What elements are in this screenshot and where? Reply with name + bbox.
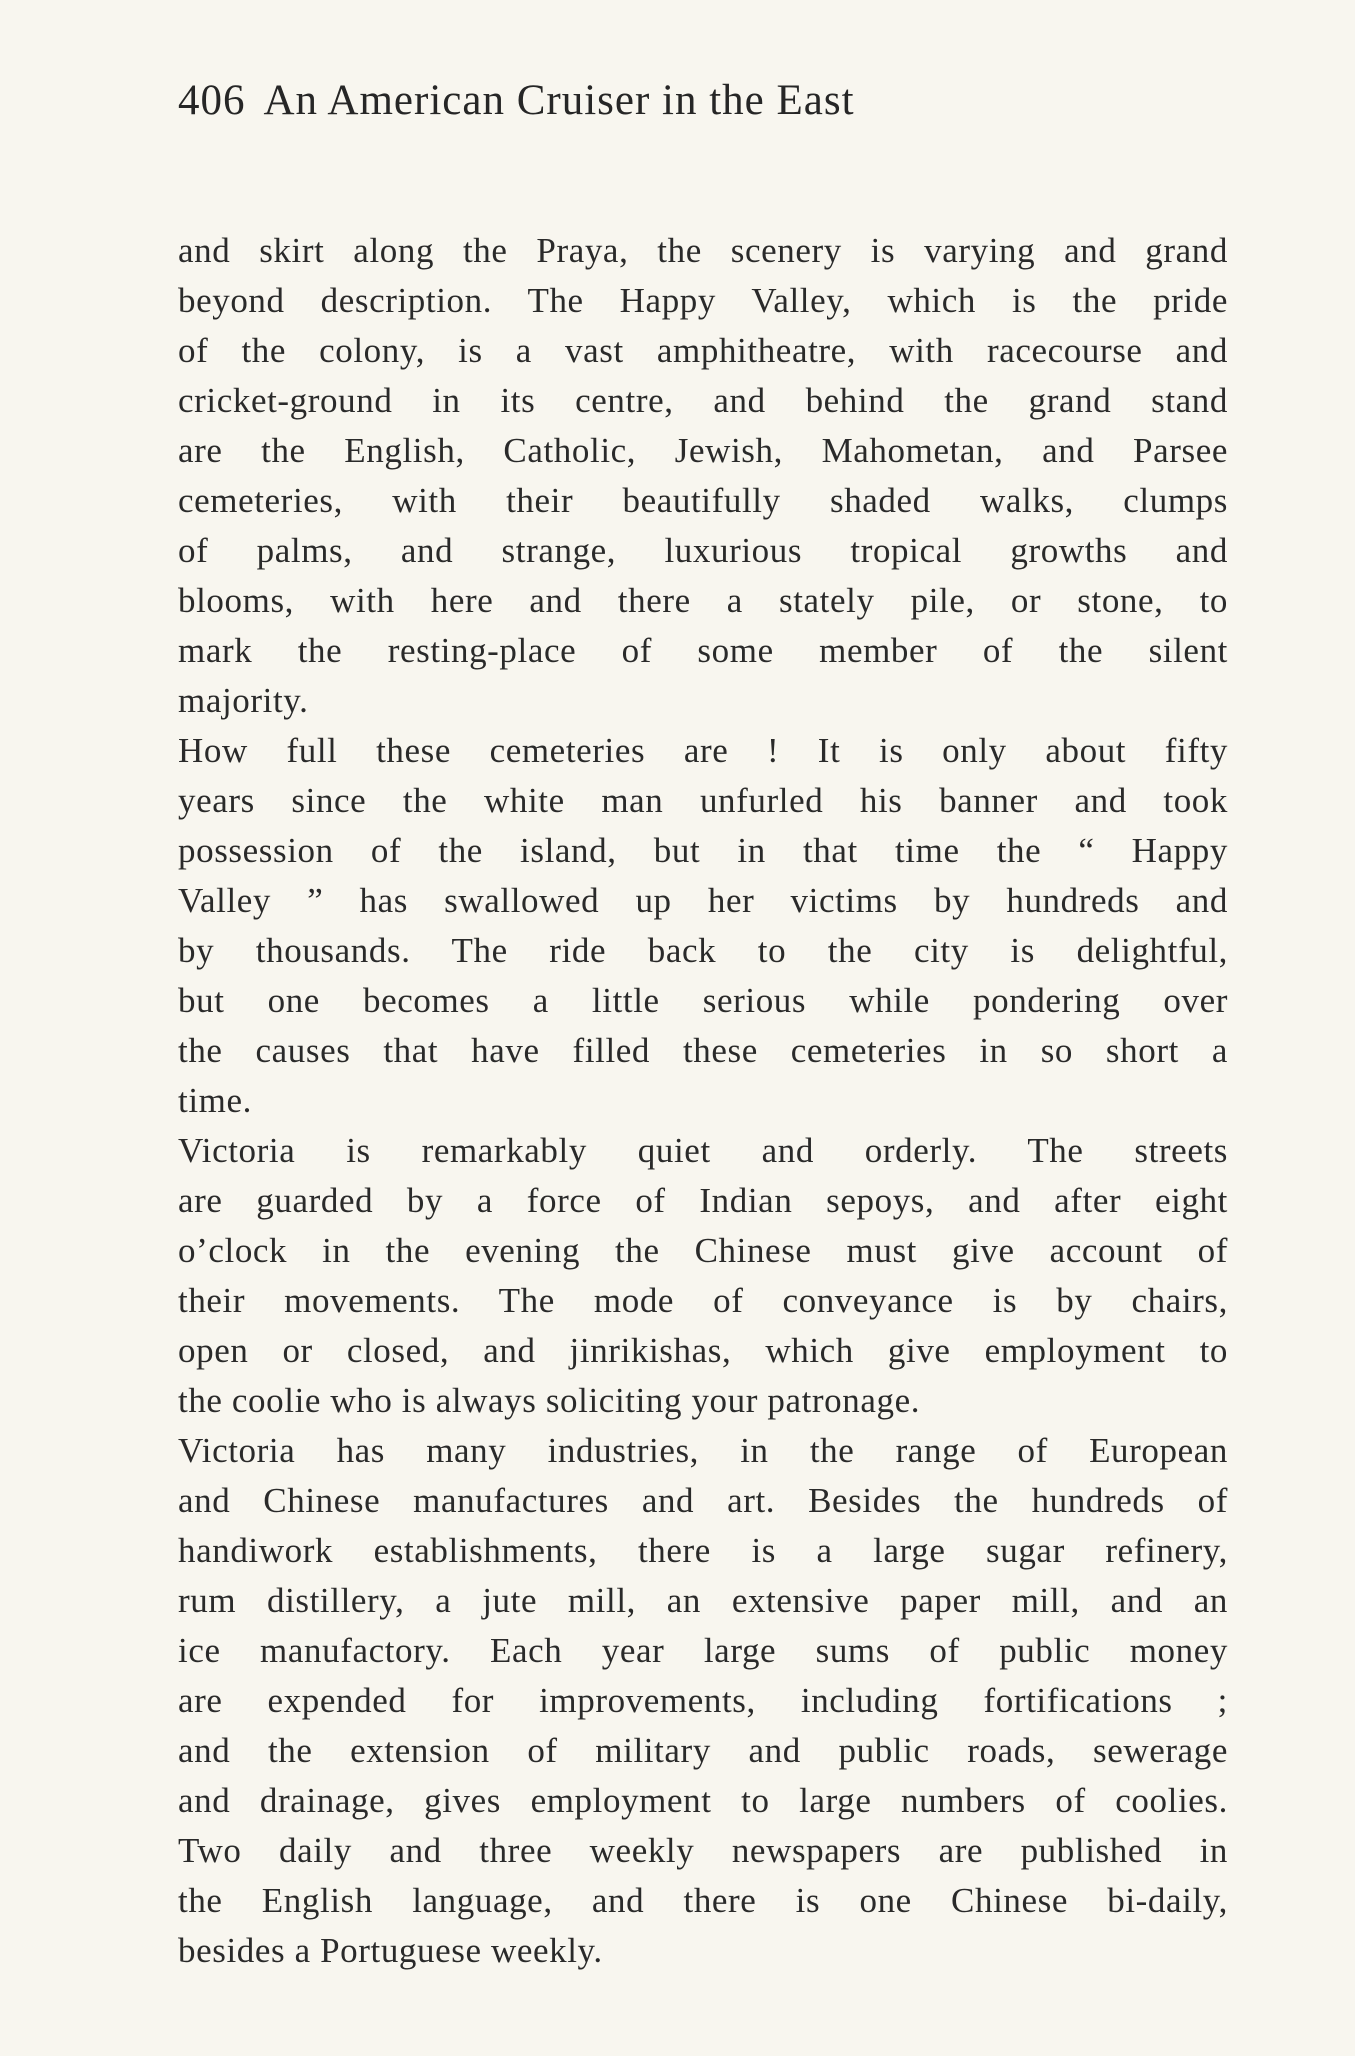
- text-line: blooms, with here and there a stately pile, or stone, to: [178, 581, 1228, 620]
- text-line: Victoria is remarkably quiet and orderly. The streets: [178, 1131, 1228, 1170]
- text-line: the coolie who is always soliciting your patronage.: [178, 1381, 921, 1420]
- text-line: are the English, Catholic, Jewish, Mahometan, and Parsee: [178, 431, 1228, 470]
- text-line: but one becomes a little serious while pondering over: [178, 981, 1228, 1020]
- text-line: Victoria has many industries, in the range of European: [178, 1431, 1228, 1470]
- text-line: How full these cemeteries are ! It is only about fifty: [178, 731, 1228, 770]
- body-text: [178, 226, 1228, 1976]
- text-line: the causes that have filled these cemeteries in so short a: [178, 1031, 1228, 1070]
- text-line: time.: [178, 1081, 252, 1120]
- text-line: o’clock in the evening the Chinese must give account of: [178, 1231, 1228, 1270]
- text-line: and drainage, gives employment to large numbers of coolies.: [178, 1781, 1228, 1820]
- text-line: of palms, and strange, luxurious tropical growths and: [178, 531, 1228, 570]
- page-number: 406: [178, 77, 246, 124]
- text-line: are guarded by a force of Indian sepoys, and after eight: [178, 1181, 1228, 1220]
- text-line: possession of the island, but in that time the “ Happy: [178, 831, 1228, 870]
- text-line: open or closed, and jinrikishas, which give employment to: [178, 1331, 1228, 1370]
- text-line: cemeteries, with their beautifully shaded walks, clumps: [178, 481, 1228, 520]
- running-head-title: An American Cruiser in the East: [263, 77, 855, 124]
- text-line: their movements. The mode of conveyance is by chairs,: [178, 1281, 1228, 1320]
- paragraph-4: [178, 1426, 1228, 1976]
- paragraph-1: [178, 226, 1228, 726]
- text-line: are expended for improvements, including fortifications ;: [178, 1681, 1228, 1720]
- text-line: by thousands. The ride back to the city is delightful,: [178, 931, 1228, 970]
- text-line: rum distillery, a jute mill, an extensive paper mill, and an: [178, 1581, 1228, 1620]
- text-line: the English language, and there is one Chinese bi-daily,: [178, 1881, 1228, 1920]
- text-line: cricket-ground in its centre, and behind the grand stand: [178, 381, 1228, 420]
- text-line: mark the resting-place of some member of the silent: [178, 631, 1228, 670]
- paragraph-3: [178, 1126, 1228, 1426]
- text-line: and the extension of military and public roads, sewerage: [178, 1731, 1228, 1770]
- paragraph-2: [178, 726, 1228, 1126]
- text-line: beyond description. The Happy Valley, which is the pride: [178, 281, 1228, 320]
- text-line: Two daily and three weekly newspapers are published in: [178, 1831, 1228, 1870]
- running-head: [178, 70, 1228, 132]
- text-line: besides a Portuguese weekly.: [178, 1931, 603, 1970]
- text-line: and Chinese manufactures and art. Besides the hundreds of: [178, 1481, 1228, 1520]
- text-line: years since the white man unfurled his banner and took: [178, 781, 1228, 820]
- text-line: majority.: [178, 681, 309, 720]
- text-line: ice manufactory. Each year large sums of public money: [178, 1631, 1228, 1670]
- text-line: Valley ” has swallowed up her victims by hundreds and: [178, 881, 1228, 920]
- text-line: and skirt along the Praya, the scenery is varying and grand: [178, 231, 1228, 270]
- text-line: handiwork establishments, there is a large sugar refinery,: [178, 1531, 1228, 1570]
- text-line: of the colony, is a vast amphitheatre, with racecourse and: [178, 331, 1228, 370]
- book-page: [178, 70, 1228, 1976]
